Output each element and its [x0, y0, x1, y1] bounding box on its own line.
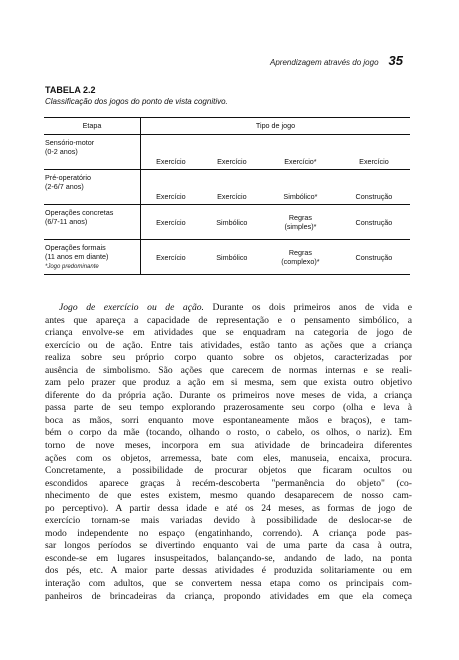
body-paragraph: [45, 302, 412, 603]
paragraph-line: diferente do da própria ação. Durante os primeiros nove meses de vida, a criança: [45, 389, 412, 401]
paragraph-line: dos pés, etc. A maior parte dessas atividades é produzida solitariamente ou em: [45, 565, 412, 577]
paragraph-line: esconde-se em lugares insuspeitados, balançando-se, andando de lado, na ponta: [45, 552, 412, 564]
table-row: [44, 135, 410, 170]
table-row: [44, 205, 410, 240]
game-type-cell: Construção: [338, 205, 410, 240]
game-type-cell: [263, 205, 338, 240]
stage-name: Sensório-motor: [45, 138, 95, 147]
paragraph-line: realiza sobre seu próprio corpo quanto sobre os objetos, caracterizadas por: [45, 352, 412, 364]
paragraph-line: nhecimento de que estes existem, mesmo quando desaparecem de nosso cam-: [45, 490, 412, 502]
paragraph-line: exercício ou de ação. Entre tais atividades, estão tanto as ações que a criança: [45, 339, 412, 351]
paragraph-line: po perceptivo). A partir dessa idade e até os 24 meses, as formas de jogo de: [45, 502, 412, 514]
paragraph-line: modo independente no espaço (engatinhando, correndo). A criança pode pas-: [45, 527, 412, 539]
paragraph-line: antes que apareça a capacidade de representação e o pensamento simbólico, a: [45, 314, 412, 326]
classification-table: [44, 117, 410, 275]
section-lead-italic: Jogo de exercício ou de ação.: [59, 302, 204, 313]
paragraph-line: torno de nove meses, incorpora em sua atividade de brincadeira diferentes: [45, 440, 412, 452]
game-type-main: Regras: [288, 248, 312, 257]
game-type-cell: [263, 240, 338, 275]
game-type-sub: (simples)*: [284, 222, 317, 231]
stage-age: (11 anos em diante): [45, 252, 109, 261]
paragraph-line: escondidos aparece graças à recém-descoberta "permanência do objeto" (co-: [45, 477, 412, 489]
game-type-cell: Construção: [338, 170, 410, 205]
stage-cell: [44, 205, 141, 240]
column-header-stage: Etapa: [44, 118, 141, 135]
table-footnote: *Jogo predominante: [45, 264, 99, 270]
game-type-sub: (complexo)*: [281, 257, 320, 266]
table-row: [44, 170, 410, 205]
game-type-cell: Construção: [338, 240, 410, 275]
paragraph-line: zam pelo prazer que produz a ação em si mesma, sem que exista outro objetivo: [45, 377, 412, 389]
paragraph-line: passa parte de seu tempo explorando prazerosamente seu corpo (olha e leva à: [45, 402, 412, 414]
paragraph-line: Concretamente, a possibilidade de procurar objetos que ficaram ocultos ou: [45, 465, 412, 477]
stage-name: Pré-operatório: [45, 173, 91, 182]
game-type-cell: Exercício: [141, 240, 201, 275]
stage-age: (2-6/7 anos): [45, 182, 84, 191]
stage-cell: [44, 135, 141, 170]
paragraph-line: panheiros de brincadeiras da criança, propondo atividades em que ela começa: [45, 590, 412, 602]
table-caption: Classificação dos jogos do ponto de vista cognitivo.: [45, 97, 228, 106]
game-type-cell: Simbólico: [201, 205, 263, 240]
game-type-cell: Exercício: [201, 170, 263, 205]
game-type-main: Regras: [288, 213, 312, 222]
paragraph-line: Jogo de exercício ou de ação. Durante os dois primeiros anos de vida e: [59, 302, 412, 313]
game-type-cell: Simbólico*: [263, 170, 338, 205]
table-header-row: [44, 118, 410, 135]
running-title: Aprendizagem através do jogo: [270, 58, 379, 67]
game-type-cell: Exercício: [338, 135, 410, 170]
paragraph-line: ausência de simbolismo. São ações que carecem de normas internas e se reali-: [45, 364, 412, 376]
table-label: TABELA 2.2: [45, 85, 96, 95]
game-type-cell: Exercício: [141, 135, 201, 170]
paragraph-line: exercício tornam-se mais variadas devido à possibilidade de deslocar-se de: [45, 515, 412, 527]
page-header: [270, 53, 403, 68]
game-type-cell: Simbólico: [201, 240, 263, 275]
paragraph-line: bém o corpo da mãe (tocando, olhando o rosto, o cabelo, os olhos, o nariz). Em: [45, 427, 412, 439]
paragraph-line: criança envolve-se em atividades que se enquadram na categoria de jogo de: [45, 327, 412, 339]
paragraph-line: interação com adultos, que se convertem nessa etapa como os principais com-: [45, 578, 412, 590]
stage-name: Operações concretas: [45, 208, 114, 217]
column-header-game-type: Tipo de jogo: [141, 118, 411, 135]
stage-age: (0-2 anos): [45, 147, 78, 156]
page-number: 35: [388, 53, 403, 68]
game-type-cell: Exercício: [201, 135, 263, 170]
stage-cell: [44, 170, 141, 205]
paragraph-line: ações com os objetos, arremessa, bate com eles, manuseia, encaixa, procura.: [45, 452, 412, 464]
stage-name: Operações formais: [45, 243, 106, 252]
game-type-cell: Exercício: [141, 170, 201, 205]
paragraph-line: boca as mãos, sorri enquanto move espontaneamente mãos e braços), e tam-: [45, 414, 412, 426]
paragraph-line: sar longos períodos se divertindo enquanto vai de uma parte da casa à outra,: [45, 540, 412, 552]
stage-age: (6/7-11 anos): [45, 217, 88, 226]
game-type-cell: Exercício: [141, 205, 201, 240]
game-type-cell: Exercício*: [263, 135, 338, 170]
